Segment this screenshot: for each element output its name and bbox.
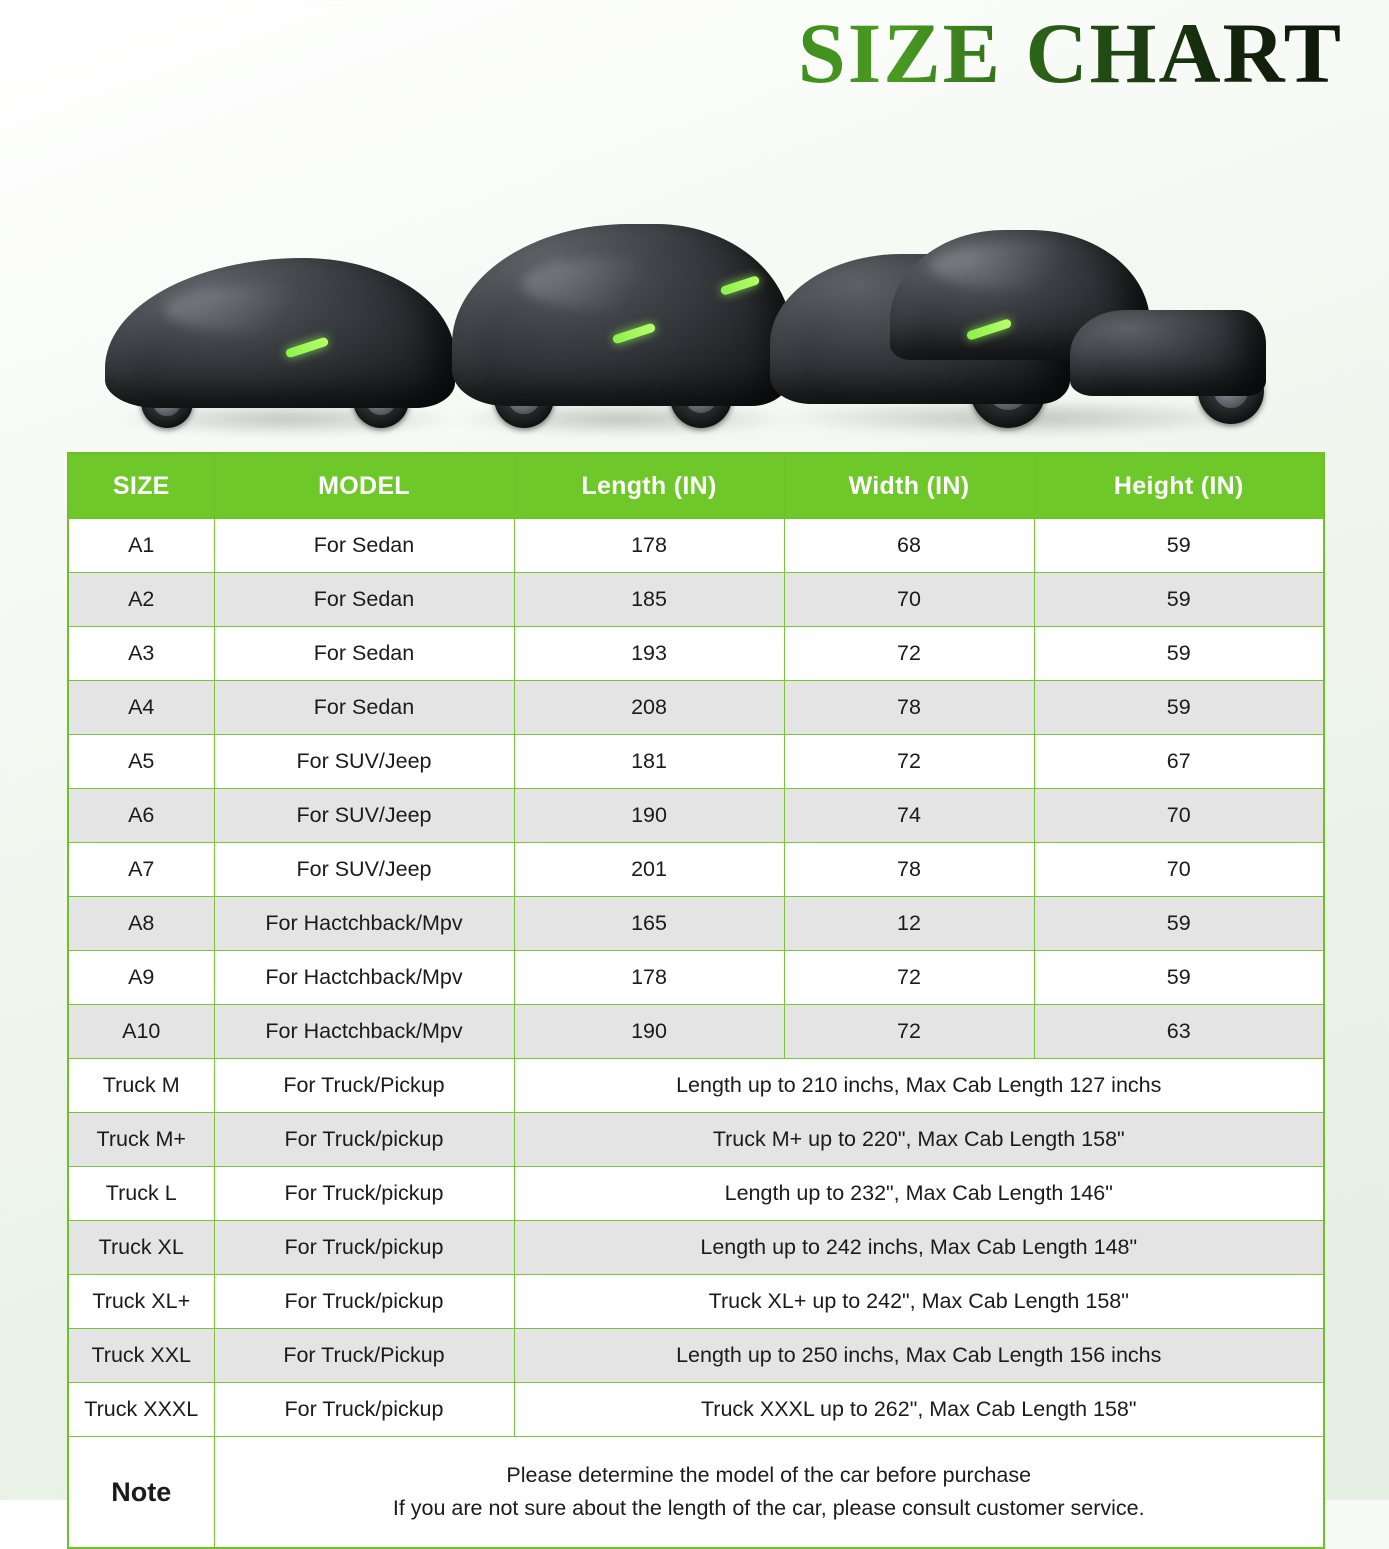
cell-width: 72: [784, 627, 1034, 681]
table-row: [68, 1059, 1324, 1113]
cell-height: 70: [1034, 843, 1324, 897]
cell-model: For Truck/Pickup: [214, 1059, 514, 1113]
note-text: [214, 1437, 1324, 1549]
cell-spec: Length up to 232", Max Cab Length 146": [514, 1167, 1324, 1221]
cell-height: 59: [1034, 519, 1324, 573]
cell-model: For Hactchback/Mpv: [214, 897, 514, 951]
size-chart-table-wrap: [67, 452, 1323, 1549]
suv-cover-body: [452, 224, 792, 406]
cell-size: A1: [68, 519, 214, 573]
cell-model: For Truck/pickup: [214, 1383, 514, 1437]
cell-size: A3: [68, 627, 214, 681]
table-row: [68, 519, 1324, 573]
table-row: [68, 897, 1324, 951]
cell-size: Truck XXXL: [68, 1383, 214, 1437]
cell-length: 178: [514, 519, 784, 573]
cell-height: 59: [1034, 627, 1324, 681]
table-row: [68, 1167, 1324, 1221]
covered-truck-image: [770, 170, 1265, 430]
cell-model: For SUV/Jeep: [214, 789, 514, 843]
cell-height: 59: [1034, 951, 1324, 1005]
cell-height: 63: [1034, 1005, 1324, 1059]
cell-model: For Truck/pickup: [214, 1167, 514, 1221]
cell-length: 178: [514, 951, 784, 1005]
cell-size: A9: [68, 951, 214, 1005]
table-row: [68, 627, 1324, 681]
table-row: [68, 1113, 1324, 1167]
cell-size: A6: [68, 789, 214, 843]
column-header-width: Width (IN): [784, 453, 1034, 519]
cell-model: For SUV/Jeep: [214, 843, 514, 897]
cell-height: 59: [1034, 681, 1324, 735]
cell-model: For Hactchback/Mpv: [214, 951, 514, 1005]
cell-size: Truck XXL: [68, 1329, 214, 1383]
table-row: [68, 1329, 1324, 1383]
table-row: [68, 735, 1324, 789]
table-row: [68, 1005, 1324, 1059]
table-row: [68, 951, 1324, 1005]
note-line-2: If you are not sure about the length of the car, please consult customer service.: [392, 1496, 1145, 1520]
table-header: [68, 453, 1324, 519]
cell-length: 190: [514, 1005, 784, 1059]
cell-length: 181: [514, 735, 784, 789]
cell-model: For Hactchback/Mpv: [214, 1005, 514, 1059]
cell-height: 59: [1034, 897, 1324, 951]
cell-spec: Length up to 242 inchs, Max Cab Length 148": [514, 1221, 1324, 1275]
cell-spec: Truck XXXL up to 262", Max Cab Length 158": [514, 1383, 1324, 1437]
cell-width: 78: [784, 681, 1034, 735]
cell-size: A4: [68, 681, 214, 735]
covered-sedan-image: [105, 200, 455, 430]
note-line-1: Please determine the model of the car before purchase: [506, 1462, 1032, 1487]
cell-size: A2: [68, 573, 214, 627]
cell-size: A8: [68, 897, 214, 951]
table-row: [68, 843, 1324, 897]
cell-width: 70: [784, 573, 1034, 627]
cell-length: 208: [514, 681, 784, 735]
table-row: [68, 1221, 1324, 1275]
cell-width: 68: [784, 519, 1034, 573]
cell-model: For Truck/Pickup: [214, 1329, 514, 1383]
sedan-cover-body: [105, 258, 455, 408]
cell-size: Truck L: [68, 1167, 214, 1221]
cell-length: 185: [514, 573, 784, 627]
cell-model: For Sedan: [214, 573, 514, 627]
cell-size: A7: [68, 843, 214, 897]
truck-cover-rear-deck: [1070, 310, 1266, 396]
cell-model: For Truck/pickup: [214, 1221, 514, 1275]
cell-size: Truck XL+: [68, 1275, 214, 1329]
cell-model: For Truck/pickup: [214, 1275, 514, 1329]
table-row: [68, 573, 1324, 627]
cell-model: For Truck/pickup: [214, 1113, 514, 1167]
cell-spec: Length up to 250 inchs, Max Cab Length 156 inchs: [514, 1329, 1324, 1383]
table-body: [68, 519, 1324, 1549]
cell-length: 165: [514, 897, 784, 951]
cell-height: 70: [1034, 789, 1324, 843]
cell-width: 12: [784, 897, 1034, 951]
cell-size: Truck M: [68, 1059, 214, 1113]
covered-suv-image: [452, 175, 792, 430]
cell-size: Truck M+: [68, 1113, 214, 1167]
table-row: [68, 681, 1324, 735]
cell-length: 193: [514, 627, 784, 681]
column-header-height: Height (IN): [1034, 453, 1324, 519]
cell-width: 72: [784, 951, 1034, 1005]
hero-illustration: [0, 150, 1389, 440]
cell-size: Truck XL: [68, 1221, 214, 1275]
cell-width: 74: [784, 789, 1034, 843]
column-header-model: MODEL: [214, 453, 514, 519]
header-row: [68, 453, 1324, 519]
cell-width: 72: [784, 1005, 1034, 1059]
column-header-length: Length (IN): [514, 453, 784, 519]
cell-height: 67: [1034, 735, 1324, 789]
title-block: [797, 5, 1343, 101]
cell-spec: Truck M+ up to 220", Max Cab Length 158": [514, 1113, 1324, 1167]
note-row: [68, 1437, 1324, 1549]
size-chart-table: [67, 452, 1325, 1549]
cell-length: 190: [514, 789, 784, 843]
cell-model: For Sedan: [214, 681, 514, 735]
table-row: [68, 1275, 1324, 1329]
cell-length: 201: [514, 843, 784, 897]
cell-width: 78: [784, 843, 1034, 897]
cell-height: 59: [1034, 573, 1324, 627]
cell-spec: Length up to 210 inchs, Max Cab Length 127 inchs: [514, 1059, 1324, 1113]
column-header-size: SIZE: [68, 453, 214, 519]
cell-model: For SUV/Jeep: [214, 735, 514, 789]
cell-model: For Sedan: [214, 627, 514, 681]
cell-spec: Truck XL+ up to 242", Max Cab Length 158": [514, 1275, 1324, 1329]
table-row: [68, 1383, 1324, 1437]
table-row: [68, 789, 1324, 843]
cell-size: A10: [68, 1005, 214, 1059]
cell-width: 72: [784, 735, 1034, 789]
cell-model: For Sedan: [214, 519, 514, 573]
note-label: Note: [68, 1437, 214, 1549]
page-title: SIZE CHART: [797, 5, 1343, 101]
cell-size: A5: [68, 735, 214, 789]
